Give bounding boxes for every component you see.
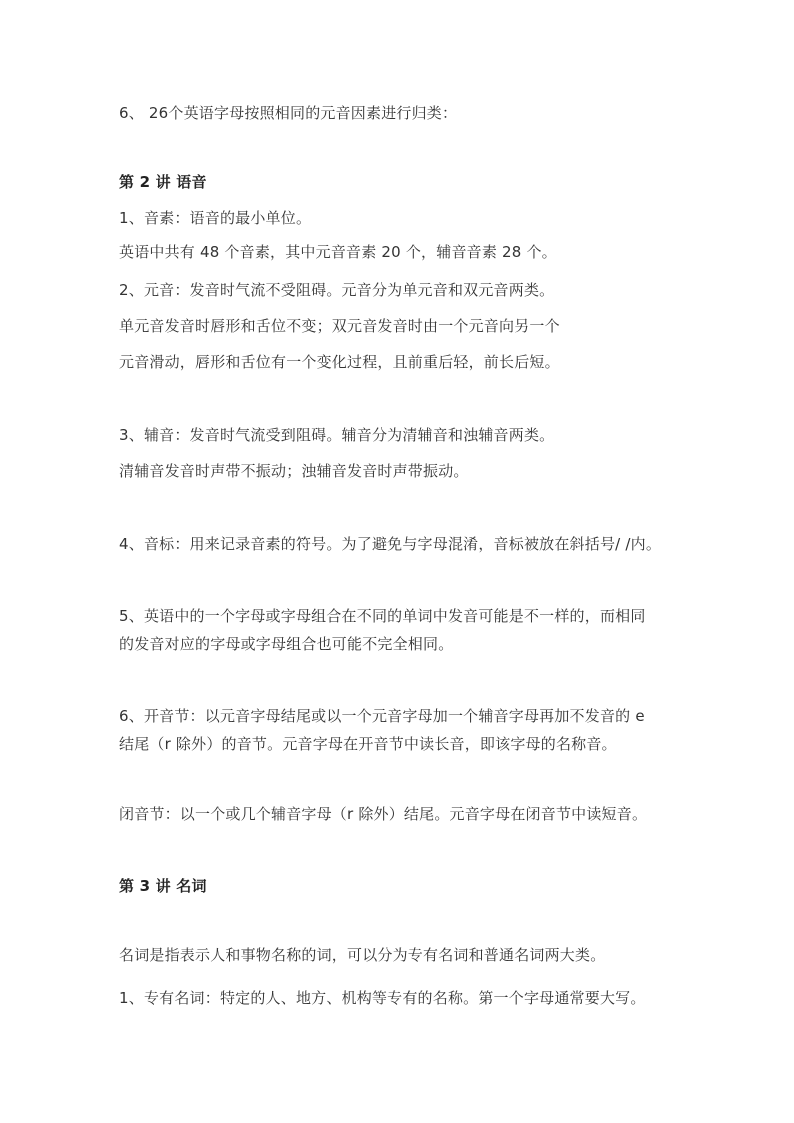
paragraph-line: 5、英语中的一个字母或字母组合在不同的单词中发音可能是不一样的，而相同	[119, 607, 646, 625]
paragraph-line: 清辅音发音时声带不振动；浊辅音发音时声带振动。	[119, 462, 469, 480]
paragraph-line: 3、辅音：发音时气流受到阻碍。辅音分为清辅音和浊辅音两类。	[119, 426, 555, 444]
intro-item-6: 6、 26个英语字母按照相同的元音因素进行归类：	[119, 104, 458, 122]
paragraph-line: 的发音对应的字母或字母组合也可能不完全相同。	[119, 635, 454, 653]
paragraph-line: 闭音节：以一个或几个辅音字母（r 除外）结尾。元音字母在闭音节中读短音。	[119, 805, 648, 823]
paragraph-line: 1、音素：语音的最小单位。	[119, 209, 312, 227]
paragraph-line: 英语中共有 48 个音素，其中元音音素 20 个，辅音音素 28 个。	[119, 243, 557, 261]
paragraph-line: 1、专有名词：特定的人、地方、机构等专有的名称。第一个字母通常要大写。	[119, 989, 646, 1007]
paragraph-line: 元音滑动，唇形和舌位有一个变化过程，且前重后轻，前长后短。	[119, 353, 560, 371]
paragraph-line: 4、音标：用来记录音素的符号。为了避免与字母混淆，音标被放在斜括号/ /内。	[119, 535, 662, 553]
lecture-2-heading: 第 2 讲 语音	[119, 173, 207, 191]
lecture-3-heading: 第 3 讲 名词	[119, 877, 207, 895]
paragraph-line: 2、元音：发音时气流不受阻碍。元音分为单元音和双元音两类。	[119, 281, 555, 299]
paragraph-line: 6、开音节：以元音字母结尾或以一个元音字母加一个辅音字母再加不发音的 e	[119, 707, 645, 725]
paragraph-line: 名词是指表示人和事物名称的词，可以分为专有名词和普通名词两大类。	[119, 946, 606, 964]
paragraph-line: 单元音发音时唇形和舌位不变；双元音发音时由一个元音向另一个	[119, 317, 560, 335]
paragraph-line: 结尾（r 除外）的音节。元音字母在开音节中读长音，即该字母的名称音。	[119, 735, 617, 753]
